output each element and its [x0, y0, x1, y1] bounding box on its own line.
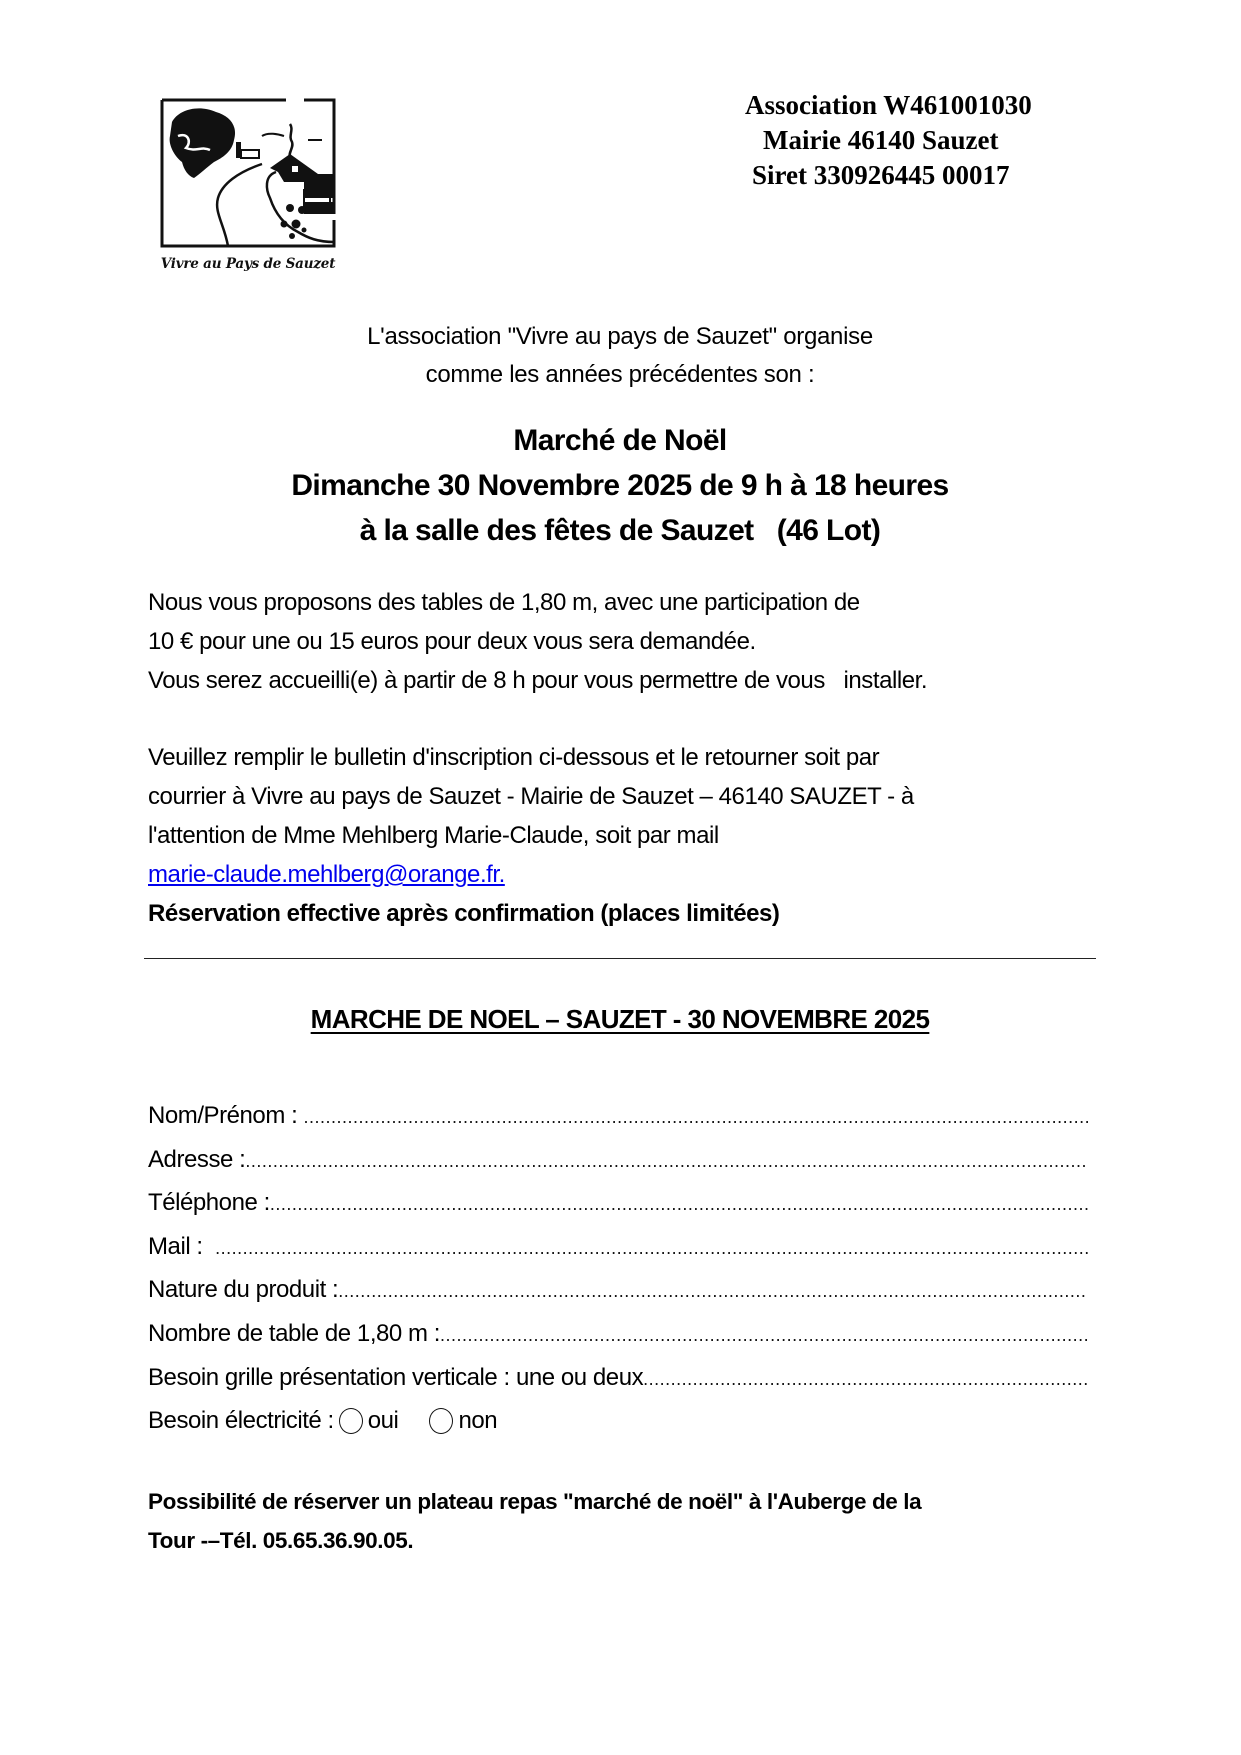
registration-form-title-text: MARCHE DE NOEL – SAUZET - 30 NOVEMBRE 2025 — [310, 1004, 930, 1034]
fill-in-line[interactable] — [338, 1270, 1088, 1314]
field-label: Mail : — [148, 1232, 216, 1260]
meal-note-line-2: Tour -–Tél. 05.65.36.90.05. — [148, 1528, 414, 1553]
field-label: Nature du produit : — [148, 1276, 339, 1304]
event-location: à la salle des fêtes de Sauzet (46 Lot) — [359, 514, 881, 547]
field-label: Besoin électricité : — [148, 1406, 334, 1434]
intro-line-2: comme les années précédentes son : — [425, 361, 815, 388]
registration-form-title — [140, 1004, 1100, 1035]
fill-in-line[interactable] — [270, 1183, 1088, 1227]
fill-in-line[interactable] — [440, 1314, 1088, 1358]
section-divider — [144, 958, 1096, 959]
radio-oui[interactable] — [339, 1408, 363, 1434]
email-link[interactable]: marie-claude.mehlberg@orange.fr. — [148, 861, 505, 888]
fill-in-line[interactable] — [215, 1227, 1088, 1271]
event-heading — [140, 418, 1100, 553]
radio-non-label: non — [458, 1406, 498, 1434]
intro-line-1: L'association "Vivre au pays de Sauzet" organise — [367, 323, 873, 350]
field-nature-produit[interactable] — [148, 1268, 1088, 1312]
association-number: Association W461001030 — [745, 90, 1032, 120]
association-logo — [158, 92, 338, 278]
association-info — [700, 88, 1120, 193]
instructions-line-3: l'attention de Mme Mehlberg Marie-Claude, soit par mail — [148, 822, 719, 849]
meal-reservation-note — [148, 1482, 1108, 1560]
field-adresse[interactable] — [148, 1138, 1088, 1182]
field-telephone[interactable] — [148, 1181, 1088, 1225]
event-date-time: Dimanche 30 Novembre 2025 de 9 h à 18 heures — [291, 469, 949, 502]
event-title: Marché de Noël — [513, 424, 727, 457]
field-label: Adresse : — [148, 1145, 246, 1173]
fill-in-line[interactable] — [643, 1358, 1088, 1402]
field-electricite — [148, 1399, 1088, 1443]
reservation-note: Réservation effective après confirmation (places limitées) — [148, 900, 780, 927]
fill-in-line[interactable] — [245, 1140, 1088, 1184]
radio-non[interactable] — [429, 1408, 453, 1434]
pricing-line-1: Nous vous proposons des tables de 1,80 m, avec une participation de — [148, 589, 860, 616]
association-address: Mairie 46140 Sauzet — [763, 125, 999, 155]
association-siret: Siret 330926445 00017 — [752, 160, 1010, 190]
field-label: Nom/Prénom : — [148, 1102, 304, 1129]
logo-caption: Vivre au Pays de Sauzet — [160, 256, 336, 272]
field-label: Téléphone : — [148, 1189, 270, 1217]
fill-in-line[interactable] — [304, 1096, 1088, 1140]
field-label: Besoin grille présentation verticale : une ou deux — [148, 1363, 644, 1391]
field-nom-prenom[interactable] — [148, 1094, 1088, 1138]
radio-oui-label: oui — [367, 1406, 399, 1434]
field-grille-presentation[interactable] — [148, 1356, 1088, 1400]
pricing-line-2: 10 € pour une ou 15 euros pour deux vous sera demandée. — [148, 628, 756, 655]
field-mail[interactable] — [148, 1225, 1088, 1269]
instructions-line-1: Veuillez remplir le bulletin d'inscription ci-dessous et le retourner soit par — [148, 744, 880, 771]
field-label: Nombre de table de 1,80 m : — [148, 1319, 441, 1347]
instructions-line-2: courrier à Vivre au pays de Sauzet - Mairie de Sauzet – 46140 SAUZET - à — [148, 783, 914, 810]
field-nombre-tables[interactable] — [148, 1312, 1088, 1356]
instructions-paragraph — [148, 738, 1108, 933]
meal-note-line-1: Possibilité de réserver un plateau repas "marché de noël" à l'Auberge de la — [148, 1489, 922, 1514]
pricing-paragraph — [148, 583, 1108, 700]
pricing-line-3: Vous serez accueilli(e) à partir de 8 h pour vous permettre de vous installer. — [148, 667, 928, 694]
intro-text — [140, 318, 1100, 394]
registration-form — [148, 1094, 1088, 1443]
village-landscape-logo-icon — [158, 92, 338, 252]
